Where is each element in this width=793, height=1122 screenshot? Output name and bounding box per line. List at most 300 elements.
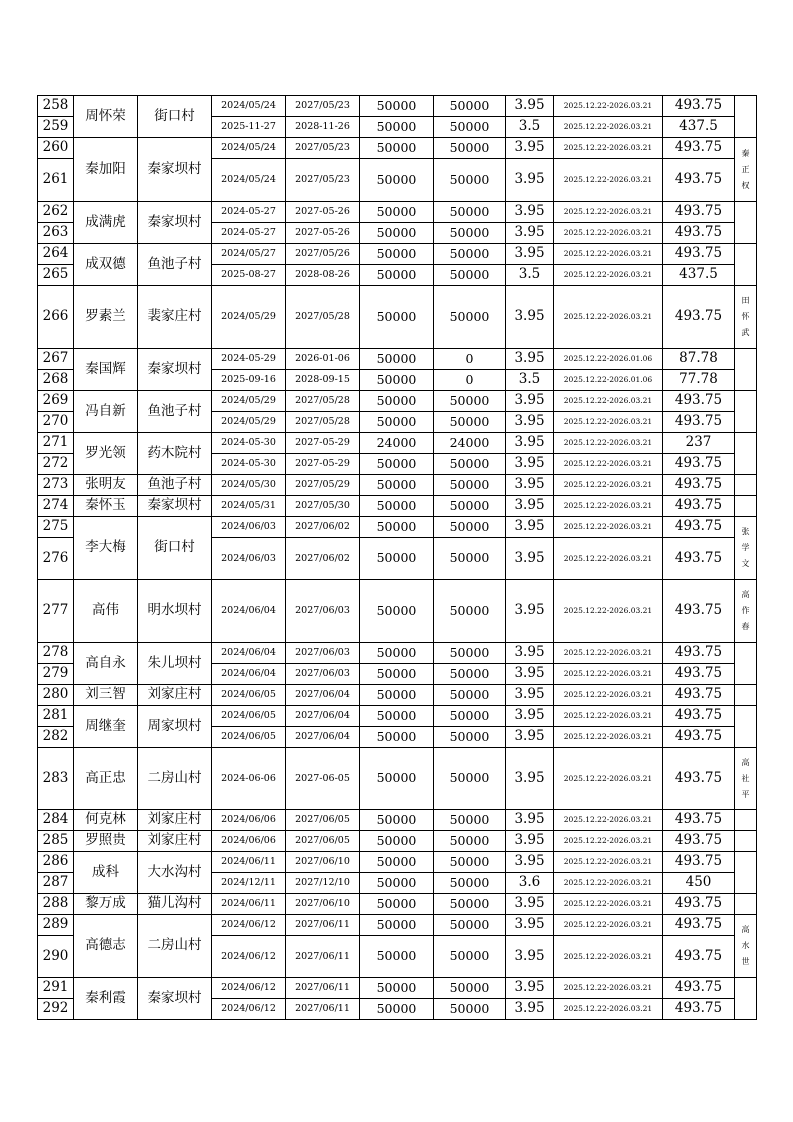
village-name: 大水沟村 xyxy=(138,852,212,894)
loan-end-date: 2027/06/03 xyxy=(286,643,360,664)
row-number: 282 xyxy=(38,727,74,748)
loan-amount: 50000 xyxy=(360,517,434,538)
row-number: 279 xyxy=(38,664,74,685)
interest-period: 2025.12.22-2026.03.21 xyxy=(554,706,663,727)
row-number: 288 xyxy=(38,894,74,915)
interest-amount: 493.75 xyxy=(663,391,735,412)
row-number: 270 xyxy=(38,412,74,433)
interest-amount: 493.75 xyxy=(663,643,735,664)
row-number: 292 xyxy=(38,999,74,1020)
note-name: 秦 正 权 xyxy=(735,138,757,202)
loan-end-date: 2027-06-05 xyxy=(286,748,360,810)
borrower-name: 李大梅 xyxy=(74,517,138,580)
table-row xyxy=(38,496,757,517)
loan-balance: 50000 xyxy=(434,138,506,159)
note-name: 高 水 世 xyxy=(735,915,757,978)
row-number: 260 xyxy=(38,138,74,159)
row-number: 274 xyxy=(38,496,74,517)
interest-amount: 77.78 xyxy=(663,370,735,391)
loan-start-date: 2024-05-29 xyxy=(212,349,286,370)
interest-amount: 493.75 xyxy=(663,412,735,433)
interest-amount: 493.75 xyxy=(663,936,735,978)
interest-period: 2025.12.22-2026.03.21 xyxy=(554,936,663,978)
table-row xyxy=(38,643,757,664)
loan-balance: 50000 xyxy=(434,96,506,117)
borrower-name: 秦国辉 xyxy=(74,349,138,391)
table-row xyxy=(38,831,757,852)
row-number: 273 xyxy=(38,475,74,496)
interest-rate: 3.95 xyxy=(506,202,554,223)
loan-balance: 50000 xyxy=(434,265,506,286)
loan-amount: 50000 xyxy=(360,978,434,999)
borrower-name: 罗照贵 xyxy=(74,831,138,852)
loan-end-date: 2027/05/23 xyxy=(286,138,360,159)
loan-end-date: 2027/06/11 xyxy=(286,915,360,936)
loan-balance: 50000 xyxy=(434,978,506,999)
interest-rate: 3.95 xyxy=(506,517,554,538)
interest-period: 2025.12.22-2026.03.21 xyxy=(554,538,663,580)
loan-start-date: 2024/06/06 xyxy=(212,831,286,852)
loan-end-date: 2027/05/28 xyxy=(286,286,360,349)
loan-balance: 50000 xyxy=(434,727,506,748)
interest-rate: 3.95 xyxy=(506,706,554,727)
borrower-name: 高伟 xyxy=(74,580,138,643)
borrower-name: 张明友 xyxy=(74,475,138,496)
interest-period: 2025.12.22-2026.03.21 xyxy=(554,810,663,831)
interest-amount: 437.5 xyxy=(663,117,735,138)
interest-period: 2025.12.22-2026.03.21 xyxy=(554,727,663,748)
interest-rate: 3.95 xyxy=(506,936,554,978)
borrower-name: 罗光领 xyxy=(74,433,138,475)
loan-amount: 50000 xyxy=(360,852,434,873)
interest-period: 2025.12.22-2026.03.21 xyxy=(554,475,663,496)
loan-balance: 0 xyxy=(434,349,506,370)
table-row xyxy=(38,852,757,873)
interest-amount: 493.75 xyxy=(663,685,735,706)
interest-amount: 493.75 xyxy=(663,223,735,244)
interest-period: 2025.12.22-2026.01.06 xyxy=(554,370,663,391)
loan-amount: 50000 xyxy=(360,412,434,433)
loan-end-date: 2027/06/11 xyxy=(286,978,360,999)
note-name xyxy=(735,831,757,852)
loan-amount: 50000 xyxy=(360,265,434,286)
loan-balance: 50000 xyxy=(434,831,506,852)
loan-start-date: 2024/06/03 xyxy=(212,538,286,580)
interest-amount: 493.75 xyxy=(663,999,735,1020)
village-name: 朱儿坝村 xyxy=(138,643,212,685)
loan-amount: 50000 xyxy=(360,810,434,831)
loan-balance: 50000 xyxy=(434,496,506,517)
interest-amount: 87.78 xyxy=(663,349,735,370)
village-name: 鱼池子村 xyxy=(138,475,212,496)
loan-start-date: 2024/05/29 xyxy=(212,286,286,349)
interest-amount: 493.75 xyxy=(663,915,735,936)
row-number: 285 xyxy=(38,831,74,852)
row-number: 271 xyxy=(38,433,74,454)
loan-balance: 50000 xyxy=(434,915,506,936)
village-name: 刘家庄村 xyxy=(138,810,212,831)
loan-balance: 50000 xyxy=(434,748,506,810)
row-number: 284 xyxy=(38,810,74,831)
interest-rate: 3.95 xyxy=(506,831,554,852)
interest-period: 2025.12.22-2026.03.21 xyxy=(554,978,663,999)
village-name: 刘家庄村 xyxy=(138,831,212,852)
loan-amount: 50000 xyxy=(360,349,434,370)
loan-amount: 50000 xyxy=(360,664,434,685)
loan-end-date: 2027/05/26 xyxy=(286,244,360,265)
row-number: 290 xyxy=(38,936,74,978)
loan-amount: 50000 xyxy=(360,496,434,517)
table-row xyxy=(38,810,757,831)
interest-rate: 3.5 xyxy=(506,265,554,286)
interest-amount: 493.75 xyxy=(663,978,735,999)
loan-balance: 50000 xyxy=(434,286,506,349)
table-row xyxy=(38,244,757,265)
loan-start-date: 2025-11-27 xyxy=(212,117,286,138)
row-number: 280 xyxy=(38,685,74,706)
interest-rate: 3.95 xyxy=(506,138,554,159)
loan-end-date: 2027/06/10 xyxy=(286,852,360,873)
interest-rate: 3.95 xyxy=(506,349,554,370)
interest-rate: 3.95 xyxy=(506,223,554,244)
loan-end-date: 2026-01-06 xyxy=(286,349,360,370)
interest-amount: 493.75 xyxy=(663,454,735,475)
borrower-name: 成双德 xyxy=(74,244,138,286)
loan-amount: 50000 xyxy=(360,936,434,978)
row-number: 278 xyxy=(38,643,74,664)
table-row xyxy=(38,580,757,643)
loan-amount: 50000 xyxy=(360,873,434,894)
interest-period: 2025.12.22-2026.03.21 xyxy=(554,265,663,286)
interest-amount: 493.75 xyxy=(663,496,735,517)
loan-end-date: 2027/06/10 xyxy=(286,894,360,915)
row-number: 272 xyxy=(38,454,74,475)
borrower-name: 何克林 xyxy=(74,810,138,831)
loan-end-date: 2027/06/11 xyxy=(286,936,360,978)
loan-end-date: 2027/05/23 xyxy=(286,159,360,202)
borrower-name: 秦怀玉 xyxy=(74,496,138,517)
village-name: 药木院村 xyxy=(138,433,212,475)
interest-period: 2025.12.22-2026.03.21 xyxy=(554,159,663,202)
interest-amount: 493.75 xyxy=(663,727,735,748)
interest-period: 2025.12.22-2026.03.21 xyxy=(554,999,663,1020)
interest-rate: 3.95 xyxy=(506,412,554,433)
interest-amount: 493.75 xyxy=(663,517,735,538)
village-name: 秦家坝村 xyxy=(138,978,212,1020)
loan-balance: 50000 xyxy=(434,517,506,538)
table-row xyxy=(38,915,757,936)
row-number: 281 xyxy=(38,706,74,727)
table-row xyxy=(38,748,757,810)
interest-amount: 493.75 xyxy=(663,138,735,159)
note-name xyxy=(735,685,757,706)
loan-end-date: 2027/06/05 xyxy=(286,810,360,831)
interest-period: 2025.12.22-2026.03.21 xyxy=(554,433,663,454)
loan-end-date: 2028-09-15 xyxy=(286,370,360,391)
interest-rate: 3.5 xyxy=(506,370,554,391)
village-name: 二房山村 xyxy=(138,915,212,978)
borrower-name: 高正忠 xyxy=(74,748,138,810)
loan-balance: 50000 xyxy=(434,643,506,664)
village-name: 二房山村 xyxy=(138,748,212,810)
loan-balance: 50000 xyxy=(434,538,506,580)
note-name: 高 社 平 xyxy=(735,748,757,810)
interest-rate: 3.95 xyxy=(506,475,554,496)
table-row xyxy=(38,391,757,412)
interest-amount: 493.75 xyxy=(663,580,735,643)
interest-period: 2025.12.22-2026.03.21 xyxy=(554,244,663,265)
loan-end-date: 2027/05/23 xyxy=(286,96,360,117)
loan-amount: 50000 xyxy=(360,475,434,496)
row-number: 275 xyxy=(38,517,74,538)
village-name: 街口村 xyxy=(138,96,212,138)
note-name xyxy=(735,894,757,915)
loan-start-date: 2024-05-30 xyxy=(212,433,286,454)
loan-end-date: 2027-05-26 xyxy=(286,202,360,223)
loan-balance: 50000 xyxy=(434,706,506,727)
interest-period: 2025.12.22-2026.03.21 xyxy=(554,138,663,159)
interest-rate: 3.95 xyxy=(506,433,554,454)
loan-start-date: 2024/06/12 xyxy=(212,999,286,1020)
table-row xyxy=(38,138,757,159)
loan-balance: 50000 xyxy=(434,936,506,978)
loan-end-date: 2027/06/02 xyxy=(286,517,360,538)
row-number: 261 xyxy=(38,159,74,202)
interest-rate: 3.95 xyxy=(506,810,554,831)
borrower-name: 周继奎 xyxy=(74,706,138,748)
village-name: 秦家坝村 xyxy=(138,202,212,244)
village-name: 周家坝村 xyxy=(138,706,212,748)
loan-balance: 50000 xyxy=(434,454,506,475)
interest-rate: 3.95 xyxy=(506,244,554,265)
loan-start-date: 2024-05-27 xyxy=(212,202,286,223)
loan-start-date: 2024/06/04 xyxy=(212,580,286,643)
loan-end-date: 2027/06/03 xyxy=(286,580,360,643)
note-name xyxy=(735,349,757,391)
loan-start-date: 2024/06/06 xyxy=(212,810,286,831)
table-row xyxy=(38,894,757,915)
interest-amount: 493.75 xyxy=(663,286,735,349)
interest-rate: 3.95 xyxy=(506,454,554,475)
interest-period: 2025.12.22-2026.03.21 xyxy=(554,831,663,852)
village-name: 秦家坝村 xyxy=(138,496,212,517)
loan-balance: 24000 xyxy=(434,433,506,454)
loan-start-date: 2025-09-16 xyxy=(212,370,286,391)
loan-start-date: 2024/06/11 xyxy=(212,852,286,873)
loan-end-date: 2027-05-26 xyxy=(286,223,360,244)
loan-end-date: 2027/06/05 xyxy=(286,831,360,852)
loan-end-date: 2027/06/03 xyxy=(286,664,360,685)
village-name: 猫儿沟村 xyxy=(138,894,212,915)
loan-start-date: 2024-05-27 xyxy=(212,223,286,244)
loan-amount: 50000 xyxy=(360,223,434,244)
interest-amount: 493.75 xyxy=(663,664,735,685)
loan-balance: 50000 xyxy=(434,580,506,643)
note-name xyxy=(735,643,757,685)
loan-end-date: 2027/06/11 xyxy=(286,999,360,1020)
table-row xyxy=(38,286,757,349)
interest-amount: 437.5 xyxy=(663,265,735,286)
interest-period: 2025.12.22-2026.03.21 xyxy=(554,685,663,706)
loan-balance: 50000 xyxy=(434,117,506,138)
loan-start-date: 2024/06/04 xyxy=(212,643,286,664)
village-name: 秦家坝村 xyxy=(138,138,212,202)
interest-rate: 3.95 xyxy=(506,852,554,873)
borrower-name: 黎万成 xyxy=(74,894,138,915)
loan-balance: 50000 xyxy=(434,244,506,265)
note-name xyxy=(735,978,757,1020)
loan-amount: 50000 xyxy=(360,685,434,706)
table-row xyxy=(38,349,757,370)
loan-amount: 50000 xyxy=(360,138,434,159)
row-number: 263 xyxy=(38,223,74,244)
loan-start-date: 2024/05/24 xyxy=(212,159,286,202)
loan-amount: 50000 xyxy=(360,370,434,391)
loan-start-date: 2024/06/12 xyxy=(212,978,286,999)
interest-amount: 493.75 xyxy=(663,244,735,265)
note-name: 高 作 春 xyxy=(735,580,757,643)
interest-rate: 3.95 xyxy=(506,286,554,349)
interest-rate: 3.95 xyxy=(506,496,554,517)
loan-balance: 50000 xyxy=(434,685,506,706)
loan-balance: 50000 xyxy=(434,873,506,894)
table-row xyxy=(38,433,757,454)
row-number: 258 xyxy=(38,96,74,117)
borrower-name: 高自永 xyxy=(74,643,138,685)
loan-balance: 50000 xyxy=(434,852,506,873)
table-row xyxy=(38,202,757,223)
loan-start-date: 2025-08-27 xyxy=(212,265,286,286)
interest-amount: 493.75 xyxy=(663,810,735,831)
row-number: 268 xyxy=(38,370,74,391)
loan-end-date: 2027/05/28 xyxy=(286,391,360,412)
loan-balance: 0 xyxy=(434,370,506,391)
loan-start-date: 2024/12/11 xyxy=(212,873,286,894)
borrower-name: 秦利霞 xyxy=(74,978,138,1020)
loan-amount: 50000 xyxy=(360,244,434,265)
interest-period: 2025.12.22-2026.03.21 xyxy=(554,915,663,936)
row-number: 267 xyxy=(38,349,74,370)
loan-amount: 50000 xyxy=(360,727,434,748)
loan-start-date: 2024/05/24 xyxy=(212,138,286,159)
loan-amount: 50000 xyxy=(360,117,434,138)
loan-start-date: 2024/05/29 xyxy=(212,412,286,433)
interest-amount: 450 xyxy=(663,873,735,894)
loan-start-date: 2024-05-30 xyxy=(212,454,286,475)
interest-amount: 493.75 xyxy=(663,894,735,915)
interest-amount: 237 xyxy=(663,433,735,454)
loan-balance: 50000 xyxy=(434,664,506,685)
interest-rate: 3.95 xyxy=(506,978,554,999)
interest-rate: 3.95 xyxy=(506,915,554,936)
interest-amount: 493.75 xyxy=(663,159,735,202)
interest-amount: 493.75 xyxy=(663,475,735,496)
loan-balance: 50000 xyxy=(434,894,506,915)
loan-amount: 50000 xyxy=(360,286,434,349)
table-row xyxy=(38,517,757,538)
interest-period: 2025.12.22-2026.03.21 xyxy=(554,391,663,412)
loan-start-date: 2024/06/12 xyxy=(212,936,286,978)
loan-end-date: 2027/06/02 xyxy=(286,538,360,580)
loan-start-date: 2024/06/05 xyxy=(212,727,286,748)
interest-rate: 3.95 xyxy=(506,894,554,915)
loan-end-date: 2027/12/10 xyxy=(286,873,360,894)
note-name xyxy=(735,202,757,244)
borrower-name: 冯自新 xyxy=(74,391,138,433)
row-number: 264 xyxy=(38,244,74,265)
interest-period: 2025.12.22-2026.03.21 xyxy=(554,454,663,475)
interest-rate: 3.95 xyxy=(506,580,554,643)
loan-end-date: 2027/06/04 xyxy=(286,727,360,748)
loan-amount: 50000 xyxy=(360,538,434,580)
loan-amount: 50000 xyxy=(360,454,434,475)
interest-period: 2025.12.22-2026.01.06 xyxy=(554,349,663,370)
loan-interest-table xyxy=(37,95,757,1020)
row-number: 277 xyxy=(38,580,74,643)
village-name: 鱼池子村 xyxy=(138,391,212,433)
loan-amount: 50000 xyxy=(360,915,434,936)
row-number: 291 xyxy=(38,978,74,999)
interest-amount: 493.75 xyxy=(663,538,735,580)
interest-amount: 493.75 xyxy=(663,852,735,873)
interest-period: 2025.12.22-2026.03.21 xyxy=(554,223,663,244)
loan-amount: 50000 xyxy=(360,643,434,664)
village-name: 明水坝村 xyxy=(138,580,212,643)
loan-start-date: 2024/05/24 xyxy=(212,96,286,117)
loan-start-date: 2024/06/12 xyxy=(212,915,286,936)
borrower-name: 罗素兰 xyxy=(74,286,138,349)
loan-end-date: 2027/06/04 xyxy=(286,685,360,706)
interest-rate: 3.6 xyxy=(506,873,554,894)
loan-start-date: 2024/05/31 xyxy=(212,496,286,517)
loan-end-date: 2027/06/04 xyxy=(286,706,360,727)
loan-amount: 50000 xyxy=(360,96,434,117)
loan-start-date: 2024-06-06 xyxy=(212,748,286,810)
note-name xyxy=(735,244,757,286)
interest-period: 2025.12.22-2026.03.21 xyxy=(554,580,663,643)
interest-amount: 493.75 xyxy=(663,202,735,223)
row-number: 286 xyxy=(38,852,74,873)
loan-balance: 50000 xyxy=(434,223,506,244)
loan-amount: 50000 xyxy=(360,999,434,1020)
village-name: 裴家庄村 xyxy=(138,286,212,349)
loan-balance: 50000 xyxy=(434,202,506,223)
table-row xyxy=(38,685,757,706)
loan-amount: 50000 xyxy=(360,831,434,852)
note-name xyxy=(735,475,757,496)
table-row xyxy=(38,706,757,727)
note-name xyxy=(735,96,757,138)
interest-period: 2025.12.22-2026.03.21 xyxy=(554,96,663,117)
interest-period: 2025.12.22-2026.03.21 xyxy=(554,117,663,138)
interest-rate: 3.95 xyxy=(506,391,554,412)
loan-start-date: 2024/06/05 xyxy=(212,706,286,727)
note-name xyxy=(735,391,757,433)
interest-rate: 3.95 xyxy=(506,727,554,748)
interest-amount: 493.75 xyxy=(663,748,735,810)
borrower-name: 成科 xyxy=(74,852,138,894)
borrower-name: 刘三智 xyxy=(74,685,138,706)
row-number: 262 xyxy=(38,202,74,223)
table-row xyxy=(38,475,757,496)
table-row xyxy=(38,978,757,999)
loan-balance: 50000 xyxy=(434,475,506,496)
interest-period: 2025.12.22-2026.03.21 xyxy=(554,517,663,538)
loan-start-date: 2024/05/30 xyxy=(212,475,286,496)
interest-rate: 3.95 xyxy=(506,643,554,664)
loan-start-date: 2024/05/27 xyxy=(212,244,286,265)
interest-amount: 493.75 xyxy=(663,706,735,727)
